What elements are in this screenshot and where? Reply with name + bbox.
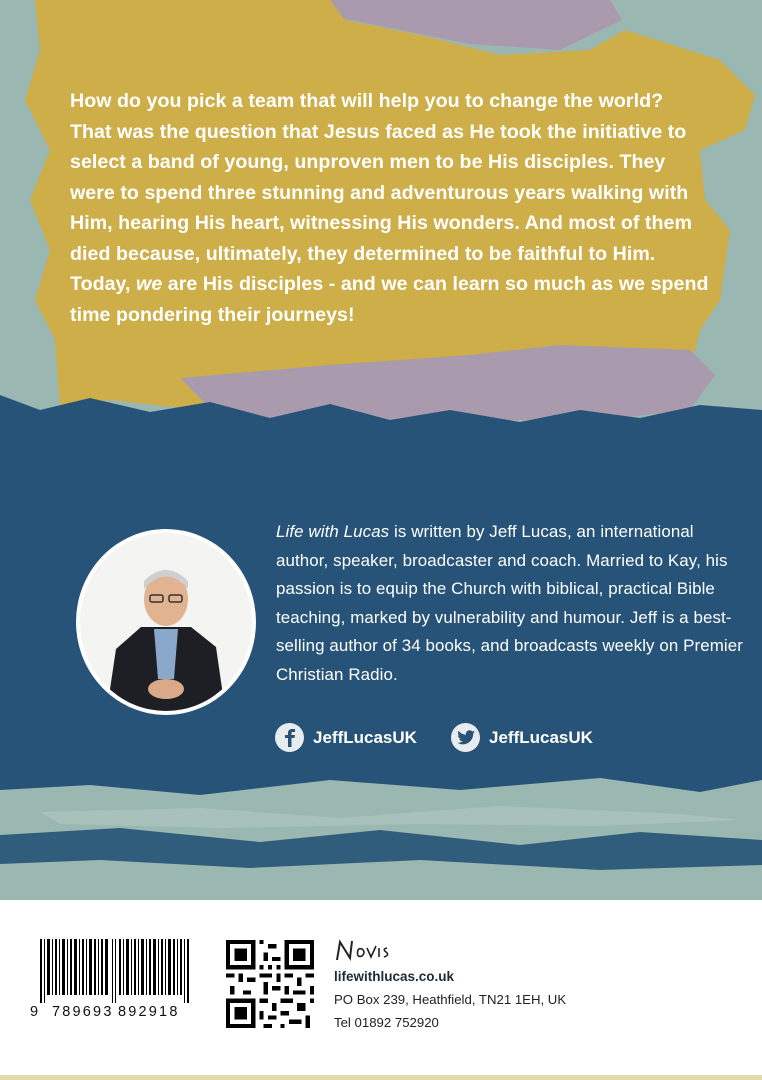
- author-photo: [76, 529, 256, 716]
- facebook-handle[interactable]: [275, 723, 417, 752]
- twitter-handle[interactable]: [451, 723, 593, 752]
- facebook-icon: [275, 723, 304, 752]
- blurb-emphasis: we: [136, 273, 163, 295]
- blurb-text: How do you pick a team that will help you to change the world? That was the question that Jesus faced as He took the initiative to select a band of young, unproven men to be His disciples. They were to spend three stunning and adventurous years walking with Him, hearing His heart, witnessing His wonders. And most of them died because, ultimately, they determined to be faithful to Him. Today, we are His disciples - and we can learn so much as we spend time pondering their journeys!: [70, 90, 709, 326]
- publisher-address: PO Box 239, Heathfield, TN21 1EH, UK: [334, 992, 567, 1007]
- isbn-digit-2: 789693: [52, 1004, 114, 1020]
- publisher-phone: Tel 01892 752920: [334, 1015, 439, 1030]
- isbn-barcode: [30, 939, 200, 1029]
- qr-code: [226, 940, 314, 1028]
- twitter-icon: [451, 723, 480, 752]
- author-bio: Life with Lucas is written by Jeff Lucas, an international author, speaker, broadcaster and coach. Married to Kay, his passion is to equip the Church with biblical, practical Bible teaching, marked by vulnerability and humour. Jeff is a best-selling author of 34 books, and broadcasts weekly on Premier Christian Radio.: [276, 522, 743, 684]
- bottom-strip: [0, 1075, 762, 1080]
- isbn-digit-3: 892918: [118, 1004, 180, 1020]
- facebook-handle-label: JeffLucasUK: [313, 727, 417, 747]
- publisher-logo: [334, 936, 394, 966]
- barcode-bars: [40, 939, 190, 1003]
- twitter-handle-label: JeffLucasUK: [489, 727, 593, 747]
- isbn-digit-1: 9: [30, 1004, 41, 1020]
- website-link[interactable]: lifewithlucas.co.uk: [334, 969, 455, 984]
- series-title: Life with Lucas: [276, 522, 390, 541]
